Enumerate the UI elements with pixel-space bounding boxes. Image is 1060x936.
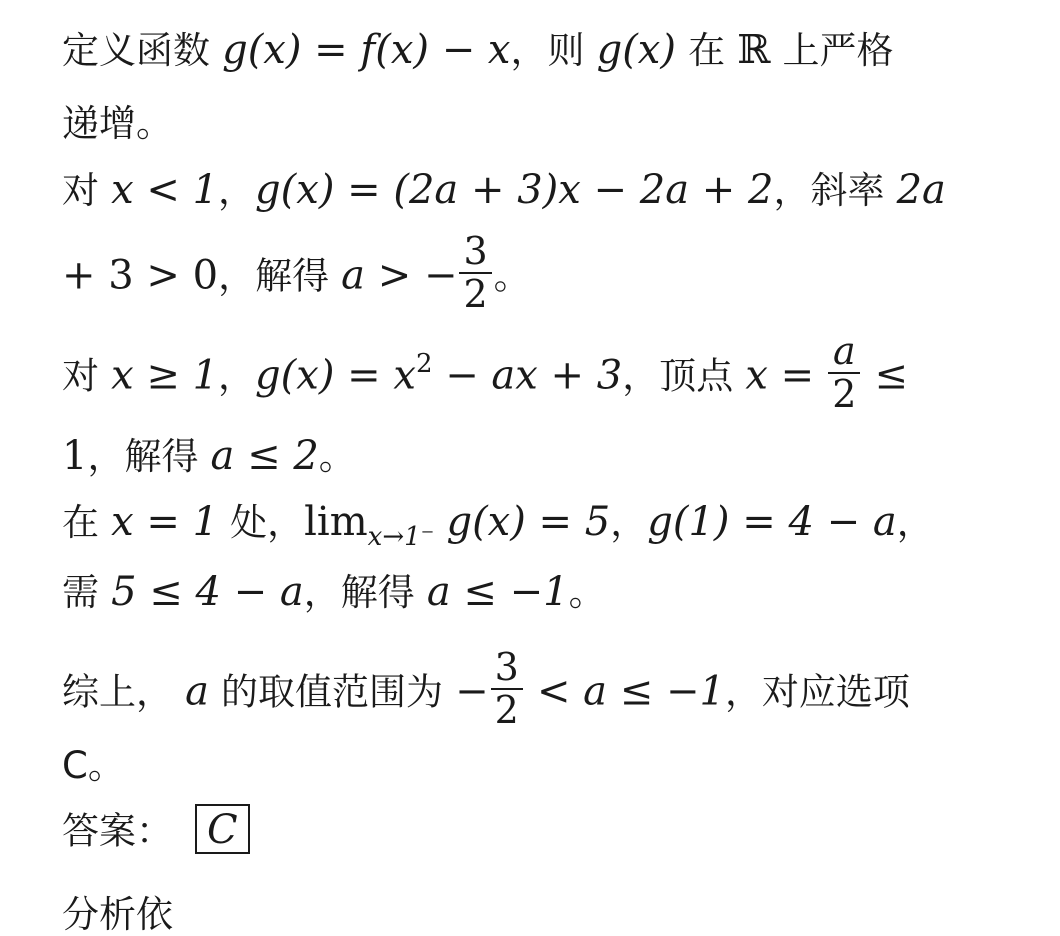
line-option-c [62, 744, 125, 787]
math-expression: x ≥ 1 [111, 352, 219, 399]
text-segment: 在 [62, 501, 99, 544]
fraction-denominator: 2 [832, 371, 857, 416]
text-segment: 定义函数 [62, 29, 210, 72]
math-expression: + 3 > 0 [62, 252, 219, 299]
text-segment: ， [896, 501, 934, 544]
text-segment: ，解得 [87, 435, 199, 478]
line-need-condition [62, 569, 606, 615]
math-expression: g(x) = (2a + 3)x − 2a + 2 [255, 167, 774, 213]
line-increasing [62, 102, 173, 145]
math-expression: a > − [341, 252, 458, 299]
math-expression: a [185, 668, 209, 715]
text-segment: ，解得 [303, 571, 415, 614]
line-vertex-condition [62, 433, 356, 479]
math-superscript: 2 [415, 349, 433, 380]
text-segment: 在 [688, 29, 726, 72]
text-segment: ， [610, 501, 648, 544]
text-segment: 的取值范围为 [221, 670, 444, 714]
line-case-x-geq-1 [62, 329, 909, 420]
line-answer [62, 808, 250, 858]
math-expression: ℝ [737, 27, 771, 73]
fraction-numerator: a [828, 332, 860, 374]
math-expression: g(x) = 5 [446, 499, 611, 545]
math-expression: − ax + 3 [432, 352, 623, 399]
math-expression: g(x) = x [255, 352, 416, 399]
text-segment: 对 [62, 354, 99, 398]
text-segment: 。 [318, 435, 356, 478]
line-slope-condition [62, 229, 531, 320]
fraction-denominator: 2 [494, 687, 519, 732]
text-segment: ，则 [510, 29, 585, 72]
line-conclusion [62, 645, 910, 736]
trailing-text: 分析依 [62, 893, 173, 936]
text-segment: ， [218, 169, 256, 212]
math-expression: 1 [62, 433, 88, 479]
fraction-denominator: 2 [463, 271, 488, 316]
line-continuity [62, 499, 934, 552]
trailing-text-cut [62, 893, 192, 936]
fraction [459, 229, 491, 316]
fraction [491, 645, 523, 732]
math-expression: 2a [896, 167, 946, 213]
text-segment: ，解得 [218, 254, 330, 298]
text-segment: C。 [62, 744, 125, 787]
text-segment: 需 [62, 571, 99, 614]
text-segment: 。 [568, 571, 606, 614]
text-segment: 递增。 [62, 102, 173, 145]
text-segment: ，顶点 [622, 354, 734, 398]
math-expression: g(1) = 4 − a [647, 499, 897, 545]
text-segment: 对 [62, 169, 99, 212]
math-expression: a ≤ −1 [426, 569, 569, 615]
fraction-numerator: 3 [491, 648, 523, 690]
math-subscript: x→1⁻ [367, 522, 435, 552]
math-expression: g(x) = f(x) − x [222, 27, 511, 73]
math-expression: lim [304, 499, 368, 545]
math-expression: g(x) [596, 27, 676, 73]
text-segment: 。 [493, 254, 531, 298]
fraction [828, 329, 860, 416]
line-define-g [62, 27, 894, 73]
text-segment: ， [218, 354, 256, 398]
math-expression: < a ≤ −1 [536, 668, 725, 715]
math-expression: − [455, 668, 489, 715]
math-expression: a ≤ 2 [210, 433, 319, 479]
math-expression: x < 1 [111, 167, 219, 213]
math-expression: x = 1 [111, 499, 219, 545]
text-segment: 综上， [62, 670, 173, 714]
math-expression: ≤ [874, 352, 909, 399]
text-segment: 上严格 [782, 29, 894, 72]
text-segment: ，对应选项 [724, 670, 910, 714]
boxed-answer: C [195, 804, 250, 854]
text-segment: ，斜率 [773, 169, 885, 212]
math-expression: 5 ≤ 4 − a [111, 569, 304, 615]
text-segment: 处， [230, 501, 305, 544]
fraction-numerator: 3 [459, 232, 491, 274]
line-case-x-less-1 [62, 167, 946, 213]
answer-label: 答案： [62, 809, 173, 853]
math-expression: x = [745, 352, 815, 399]
